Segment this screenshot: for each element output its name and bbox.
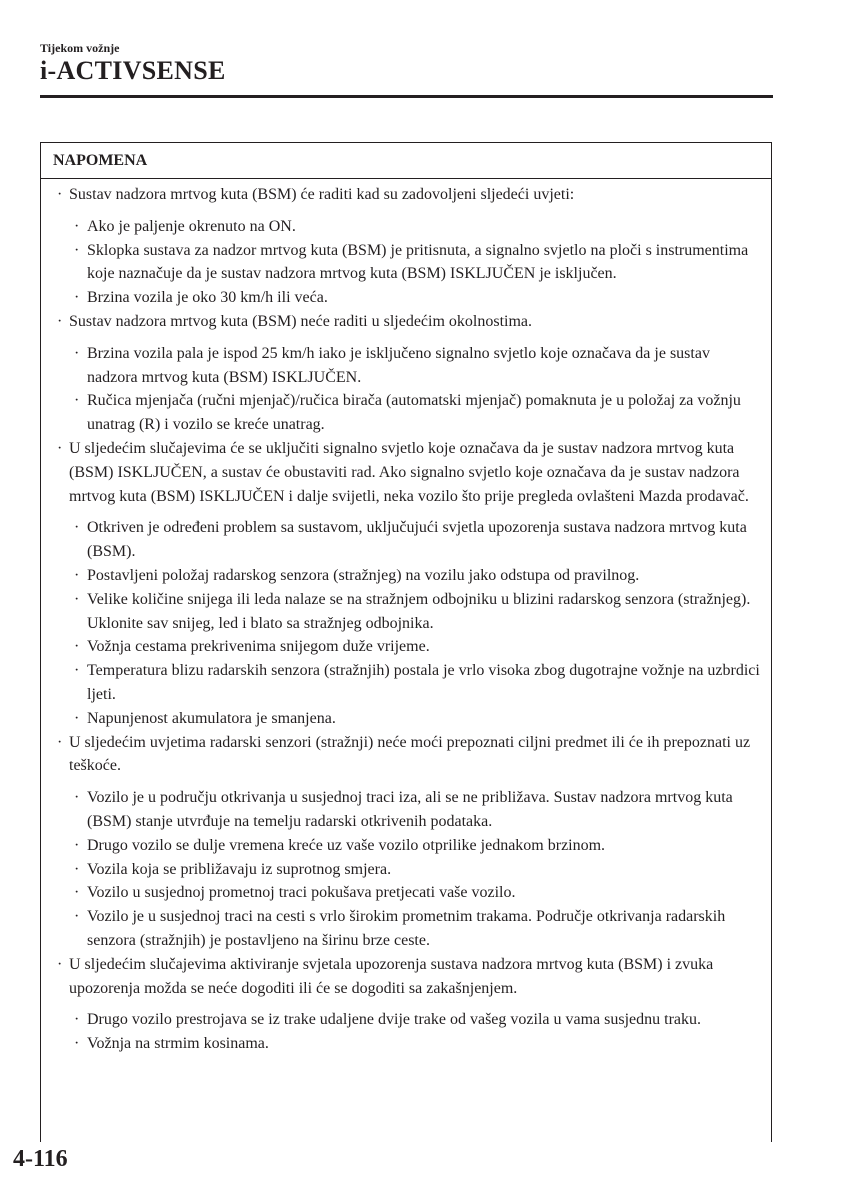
note-subitem-text: Drugo vozilo prestrojava se iz trake udaljene dvije trake od vašeg vozila u vama susjednu traku.	[87, 1011, 702, 1029]
note-subitem	[57, 905, 763, 953]
note-subitem	[57, 881, 763, 905]
note-item-text: Sustav nadzora mrtvog kuta (BSM) će raditi kad su zadovoljeni sljedeći uvjeti:	[69, 186, 575, 203]
bullet-mark: ·	[57, 186, 63, 203]
note-item-text: U sljedećim slučajevima aktiviranje svjetala upozorenja sustava nadzora mrtvog kuta (BSM) i zvuka upozorenja možda se neće dogoditi ili će se dogoditi sa zakašnjenjem.	[69, 955, 714, 997]
bullet-mark: ·	[74, 1011, 80, 1029]
bullet-mark: ·	[74, 566, 80, 584]
note-item	[57, 437, 763, 508]
page-number: 4-116	[13, 1146, 68, 1172]
note-subitem-text: Brzina vozila pala je ispod 25 km/h iako je isključeno signalno svjetlo koje označava da je sustav nadzora mrtvog kuta (BSM) ISKLJUČEN.	[87, 344, 710, 386]
note-subitem-text: Vožnja na strmim kosinama.	[87, 1035, 269, 1053]
note-subitem-text: Vožnja cestama prekrivenima snijegom duže vrijeme.	[87, 638, 430, 656]
note-subitem	[57, 834, 763, 858]
bullet-mark: ·	[57, 312, 63, 330]
note-subitem-text: Vozilo u susjednoj prometnoj traci pokušava pretjecati vaše vozilo.	[87, 884, 516, 902]
bullet-mark: ·	[74, 289, 80, 307]
note-subitem-text: Postavljeni položaj radarskog senzora (stražnjeg) na vozilu jako odstupa od pravilnog.	[87, 566, 640, 584]
note-subitem	[57, 858, 763, 882]
bullet-mark: ·	[74, 590, 80, 608]
note-header	[41, 143, 771, 179]
bullet-mark: ·	[74, 836, 80, 854]
note-heading: NAPOMENA	[53, 152, 148, 169]
bullet-mark: ·	[74, 1035, 80, 1053]
note-subitem	[57, 564, 763, 588]
note-subitem	[57, 635, 763, 659]
note-subitem	[57, 786, 763, 834]
note-subitem-text: Brzina vozila je oko 30 km/h ili veća.	[87, 289, 328, 307]
note-subitem-text: Temperatura blizu radarskih senzora (stražnjih) postala je vrlo visoka zbog dugotrajne vožnje na uzbrdici ljeti.	[87, 662, 760, 703]
note-subitem-text: Velike količine snijega ili leda nalaze se na stražnjem odbojniku u blizini radarskog senzora (stražnjeg). Uklonite sav snijeg, led i blato sa stražnjeg odbojnika.	[87, 590, 751, 632]
note-subitem	[57, 342, 763, 390]
note-item-text: U sljedećim slučajevima će se uključiti signalno svjetlo koje označava da je sustav nadzora mrtvog kuta (BSM) ISKLJUČEN, a sustav će obustaviti rad. Ako signalno svjetlo koje označava da je sustav nadzora mrtvog kuta (BSM) ISKLJUČEN i dalje svijetli, neka vozilo što prije pregleda ovlašteni Mazda prodavač.	[69, 439, 749, 505]
note-subitem-text: Otkriven je određeni problem sa sustavom, uključujući svjetla upozorenja sustava nadzora mrtvog kuta (BSM).	[87, 519, 747, 561]
note-item-text: Sustav nadzora mrtvog kuta (BSM) neće raditi u sljedećim okolnostima.	[69, 312, 533, 330]
bullet-mark: ·	[74, 519, 80, 537]
note-subitem	[57, 239, 763, 287]
bullet-mark: ·	[74, 908, 80, 926]
note-subitem-text: Ako je paljenje okrenuto na ON.	[87, 217, 296, 235]
note-subitem	[57, 659, 763, 707]
note-subitem	[57, 707, 763, 731]
note-item	[57, 731, 763, 779]
bullet-mark: ·	[57, 439, 63, 457]
bullet-mark: ·	[74, 709, 80, 727]
note-item	[57, 183, 763, 207]
note-content	[57, 183, 763, 1056]
note-item	[57, 953, 763, 1001]
note-subitem-text: Vozilo je u području otkrivanja u susjednoj traci iza, ali se ne približava. Sustav nadzora mrtvog kuta (BSM) stanje utvrđuje na temelju radarski otkrivenih podataka.	[87, 789, 733, 830]
bullet-mark: ·	[57, 733, 63, 751]
note-item	[57, 310, 763, 334]
note-item-text: U sljedećim uvjetima radarski senzori (stražnji) neće moći prepoznati ciljni predmet ili će ih prepoznati uz teškoće.	[69, 733, 751, 775]
note-subitem	[57, 1008, 763, 1032]
note-subitem-text: Vozilo je u susjednoj traci na cesti s vrlo širokim prometnim trakama. Područje otkrivanja radarskih senzora (stražnjih) je postavljeno na širinu brze ceste.	[87, 908, 726, 949]
bullet-mark: ·	[74, 662, 80, 680]
bullet-mark: ·	[74, 344, 80, 362]
note-subitem-text: Drugo vozilo se dulje vremena kreće uz vaše vozilo otprilike jednakom brzinom.	[87, 836, 606, 854]
bullet-mark: ·	[74, 392, 80, 410]
bullet-mark: ·	[57, 955, 63, 973]
note-subitem-text: Vozila koja se približavaju iz suprotnog smjera.	[87, 860, 392, 878]
bullet-mark: ·	[74, 217, 80, 235]
note-subitem-text: Napunjenost akumulatora je smanjena.	[87, 709, 336, 727]
bullet-mark: ·	[74, 241, 80, 259]
note-subitem	[57, 215, 763, 239]
note-subitem	[57, 286, 763, 310]
bullet-mark: ·	[74, 638, 80, 656]
bullet-mark: ·	[74, 860, 80, 878]
note-subitem-text: Ručica mjenjača (ručni mjenjač)/ručica birača (automatski mjenjač) pomaknuta je u položaj za vožnju unatrag (R) i vozilo se kreće unatrag.	[87, 392, 741, 434]
page-title: i-ACTIVSENSE	[40, 56, 226, 85]
note-subitem-text: Sklopka sustava za nadzor mrtvog kuta (BSM) je pritisnuta, a signalno svjetlo na ploči s instrumentima koje naznačuje da je sustav nadzora mrtvog kuta (BSM) ISKLJUČEN je isključen.	[87, 241, 749, 283]
note-subitem	[57, 1032, 763, 1056]
section-label: Tijekom vožnje	[40, 41, 120, 55]
note-subitem	[57, 588, 763, 636]
note-subitem	[57, 516, 763, 564]
bullet-mark: ·	[74, 884, 80, 902]
note-subitem	[57, 389, 763, 437]
note-box	[40, 142, 772, 1142]
bullet-mark: ·	[74, 789, 80, 807]
title-divider	[40, 95, 773, 98]
